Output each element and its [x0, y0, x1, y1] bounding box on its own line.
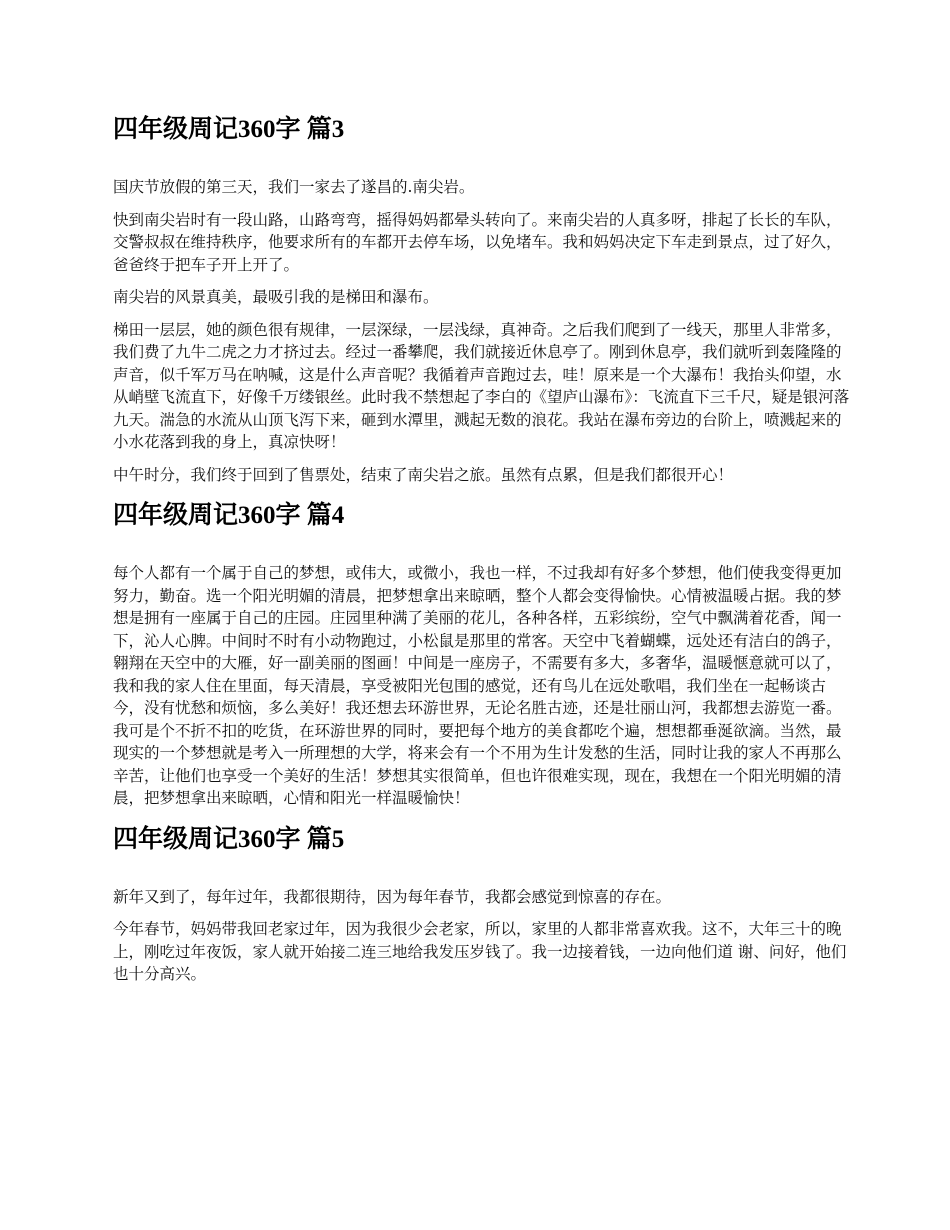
paragraph: 梯田一层层，她的颜色很有规律，一层深绿，一层浅绿，真神奇。之后我们爬到了一线天，那里人非常多，我们费了九牛二虎之力才挤过去。经过一番攀爬，我们就接近休息亭了。刚到休息亭，我们就听到轰隆隆的声音，似千军万马在呐喊，这是什么声音呢？我循着声音跑过去，哇！原来是一个大瀑布！我抬头仰望，水从峭壁飞流直下，好像千万缕银丝。此时我不禁想起了李白的《望庐山瀑布》：飞流直下三千尺，疑是银河落九天。湍急的水流从山顶飞泻下来，砸到水潭里，溅起无数的浪花。我站在瀑布旁边的台阶上，喷溅起来的小水花落到我的身上，真凉快呀！ [113, 320, 850, 451]
section-heading: 四年级周记360字 篇5 [113, 825, 345, 853]
document-page [113, 110, 853, 996]
section-heading: 四年级周记360字 篇3 [113, 116, 345, 143]
section-4 [113, 496, 853, 810]
section-3 [113, 110, 853, 486]
section-heading: 四年级周记360字 篇4 [113, 502, 345, 529]
paragraph: 新年又到了，每年过年，我都很期待，因为每年春节，我都会感觉到惊喜的存在。 [113, 887, 672, 906]
paragraph: 中午时分，我们终于回到了售票处，结束了南尖岩之旅。虽然有点累，但是我们都很开心！ [113, 465, 734, 484]
paragraph: 快到南尖岩时有一段山路，山路弯弯，摇得妈妈都晕头转向了。来南尖岩的人真多呀，排起了长长的车队，交警叔叔在维持秩序，他要求所有的车都开去停车场，以免堵车。我和妈妈决定下车走到景点，过了好久，爸爸终于把车子开上开了。 [113, 210, 842, 274]
paragraph: 今年春节，妈妈带我回老家过年，因为我很少会老家，所以，家里的人都非常喜欢我。这不，大年三十的晚上，刚吃过年夜饭，家人就开始接二连三地给我发压岁钱了。我一边接着钱，一边向他们道 谢、问好，他们也十分高兴。 [113, 920, 847, 983]
paragraph: 每个人都有一个属于自己的梦想，或伟大，或微小，我也一样，不过我却有好多个梦想，他们使我变得更加努力，勤奋。选一个阳光明媚的清晨，把梦想拿出来晾晒，整个人都会变得愉快。心情被温暖占据。我的梦想是拥有一座属于自己的庄园。庄园里种满了美丽的花儿，各种各样，五彩缤纷，空气中飘满着花香，闻一下，沁人心脾。中间时不时有小动物跑过，小松鼠是那里的常客。天空中飞着蝴蝶，远处还有洁白的鸽子，翱翔在天空中的大雁，好一副美丽的图画！中间是一座房子，不需要有多大，多奢华，温暖惬意就可以了，我和我的家人住在里面，每天清晨，享受被阳光包围的感觉，还有鸟儿在远处歌唱，我们坐在一起畅谈古今，没有忧愁和烦恼，多么美好！我还想去环游世界，无论名胜古迹，还是壮丽山河，我都想去游览一番。我可是个不折不扣的吃货，在环游世界的同时，要把每个地方的美食都吃个遍，想想都垂涎欲滴。当然，最现实的一个梦想就是考入一所理想的大学，将来会有一个不用为生计发愁的生活，同时让我的家人不再那么辛苦，让他们也享受一个美好的生活！梦想其实很简单，但也许很难实现，现在，我想在一个阳光明媚的清晨，把梦想拿出来晾晒，心情和阳光一样温暖愉快！ [113, 564, 842, 807]
section-5 [113, 820, 853, 986]
paragraph: 国庆节放假的第三天，我们一家去了遂昌的.南尖岩。 [113, 178, 475, 196]
paragraph: 南尖岩的风景真美，最吸引我的是梯田和瀑布。 [113, 288, 439, 306]
